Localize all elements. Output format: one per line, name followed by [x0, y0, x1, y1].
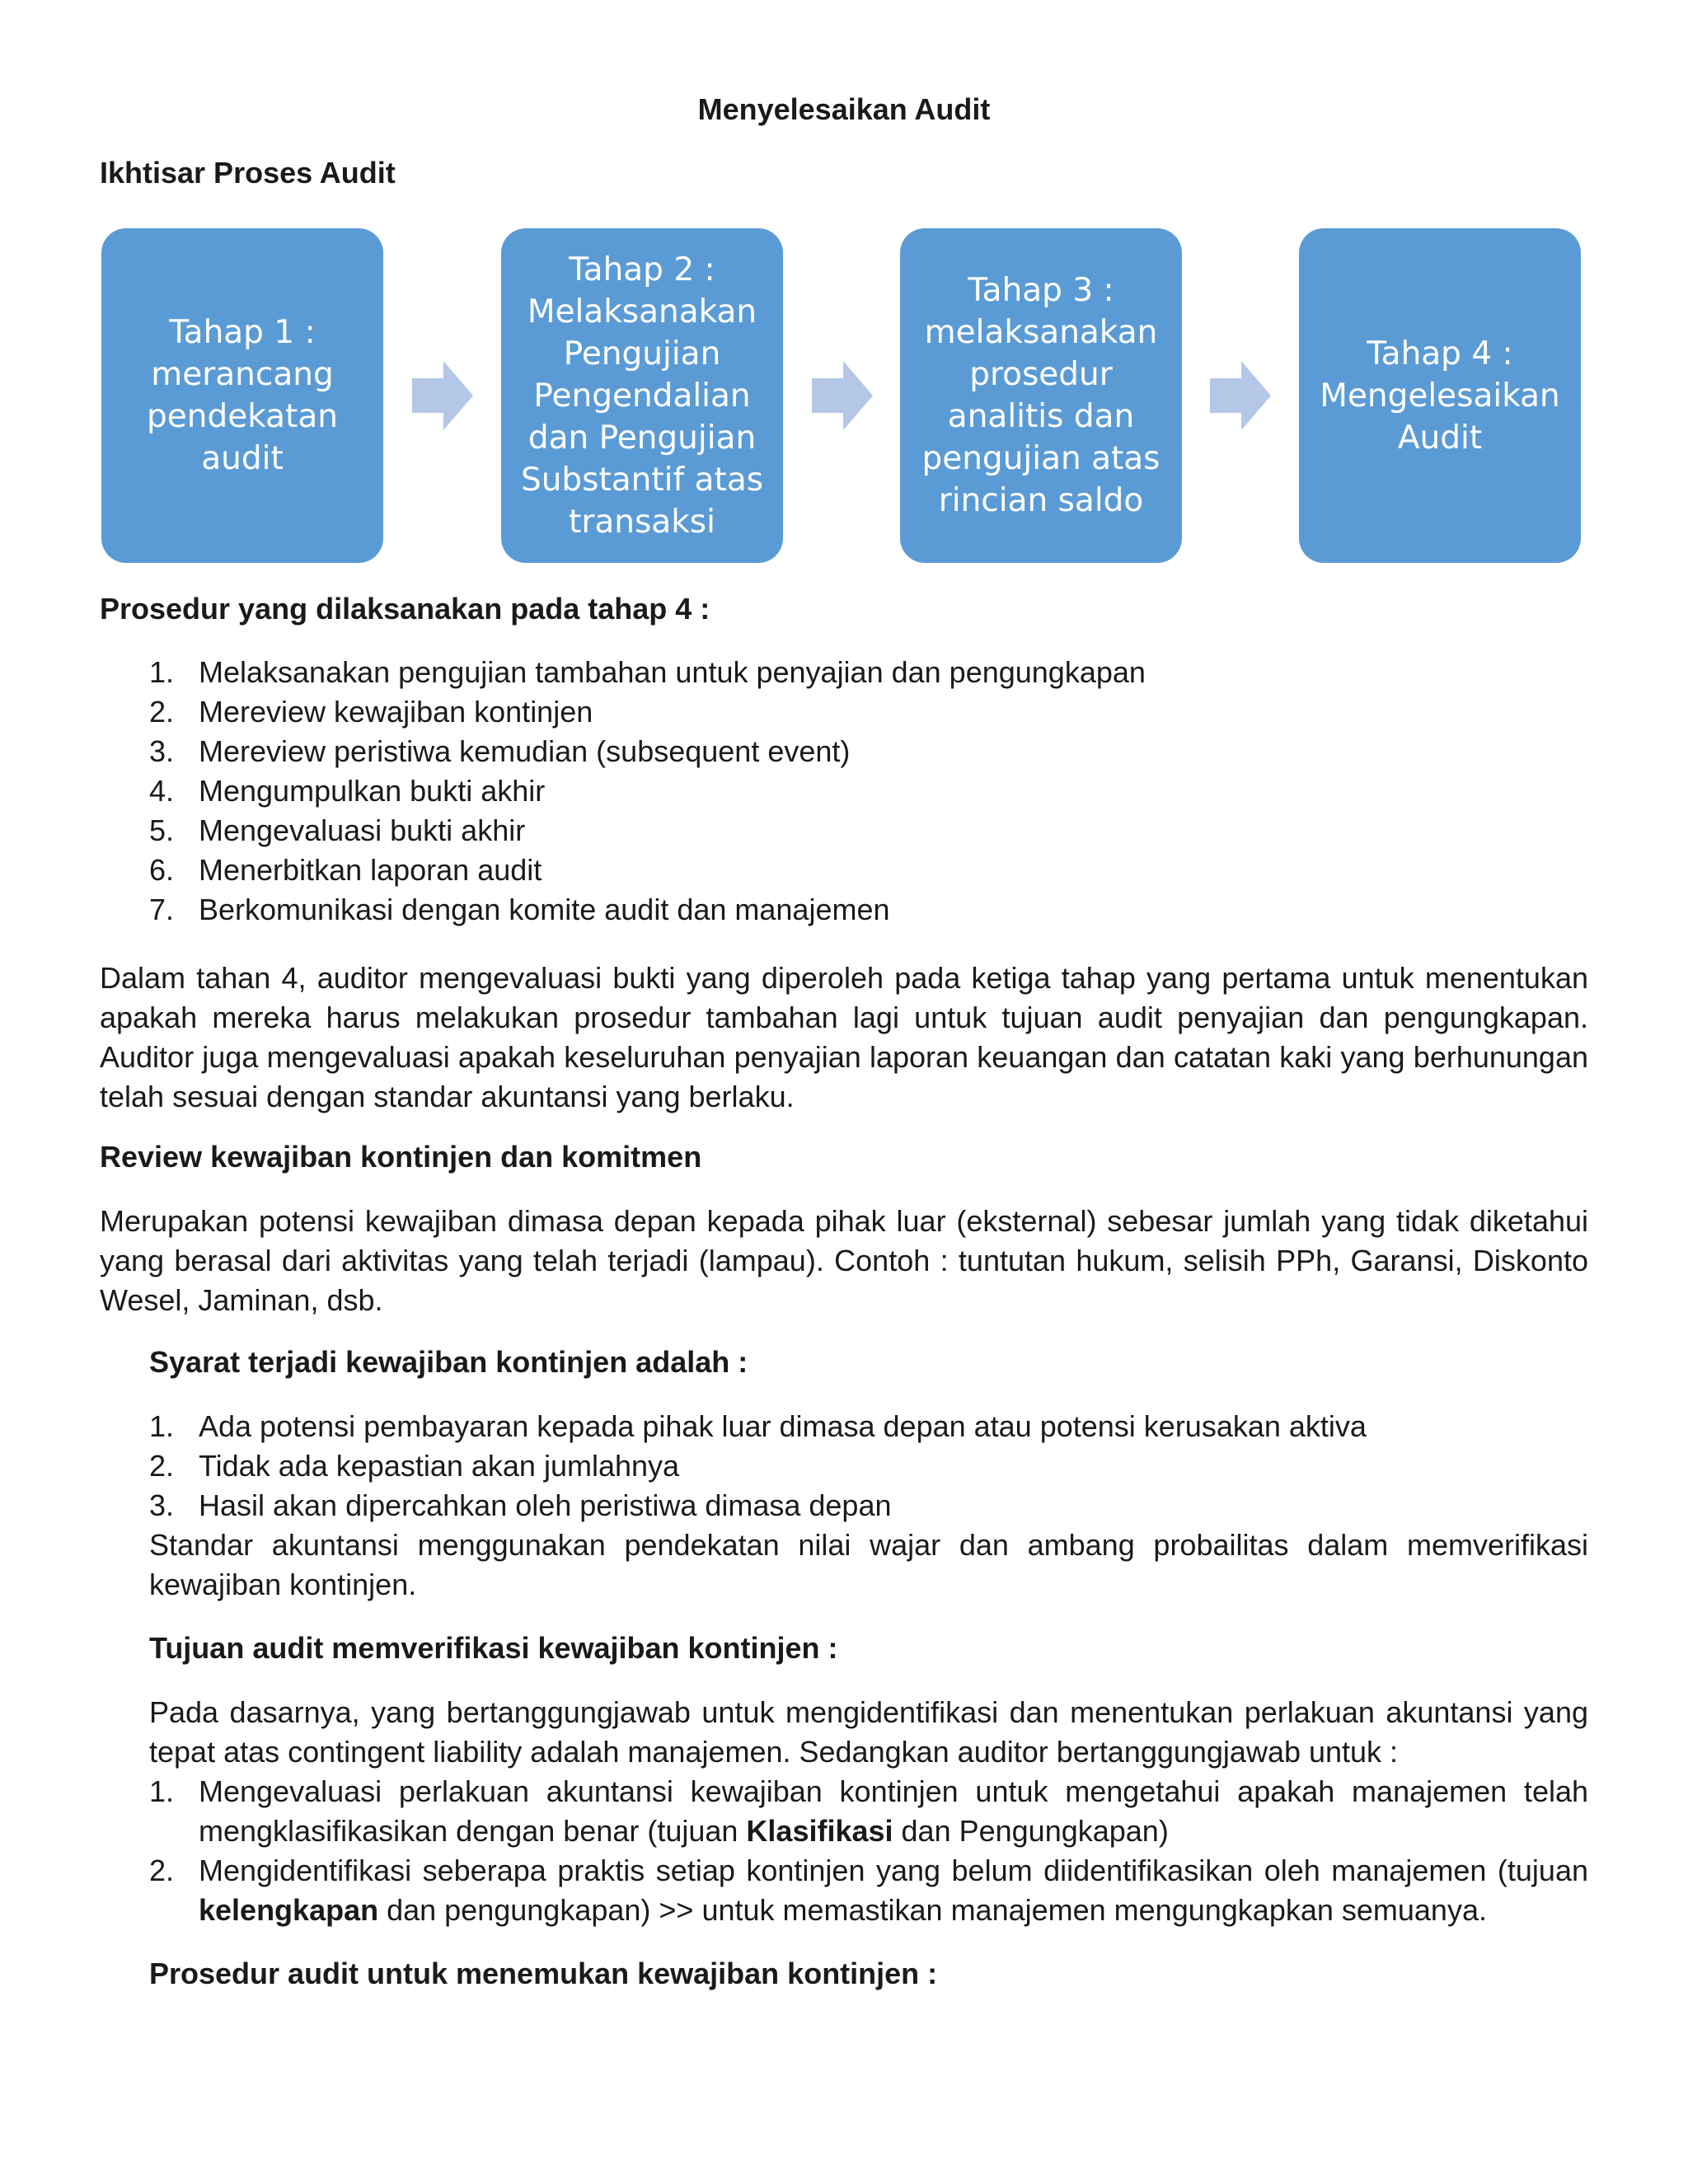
list-item: 3. Mereview peristiwa kemudian (subsequent event): [149, 734, 851, 768]
stage-1-box: [101, 228, 383, 563]
arrow-right-icon: [812, 361, 873, 430]
conditions-list: [149, 1407, 1588, 1526]
list-item: 6. Menerbitkan laporan audit: [149, 853, 542, 887]
list-item: 5. Mengevaluasi bukti akhir: [149, 813, 526, 847]
list-item: 2. Mereview kewajiban kontinjen: [149, 695, 593, 729]
procedures-heading: Prosedur yang dilaksanakan pada tahap 4 :: [100, 592, 710, 626]
stage-2-label: Tahap 2 : Melaksanakan Pengujian Pengendalian dan Pengujian Substantif atas transaksi: [520, 251, 764, 541]
list-item: 1. Mengevaluasi perlakuan akuntansi kewajiban kontinjen untuk mengetahui apakah manajemen telah mengklasifikasikan dengan benar (tujuan Klasifikasi dan Pengungkapan): [149, 1774, 1588, 1848]
stage-4-label: Tahap 4 : Mengelesaikan Audit: [1320, 335, 1560, 457]
procedures2-heading: Prosedur audit untuk menemukan kewajiban kontinjen :: [149, 1957, 938, 1990]
list-item: 4. Mengumpulkan bukti akhir: [149, 774, 546, 808]
overview-heading: Ikhtisar Proses Audit: [100, 156, 396, 190]
list-item: 1. Melaksanakan pengujian tambahan untuk penyajian dan pengungkapan: [149, 655, 1146, 689]
objectives-list: [149, 1772, 1588, 1930]
list-item: 7. Berkomunikasi dengan komite audit dan manajemen: [149, 893, 890, 926]
procedures-list: [149, 653, 1592, 930]
arrow-right-icon: [412, 361, 473, 430]
stage4-paragraph: Dalam tahan 4, auditor mengevaluasi bukti yang diperoleh pada ketiga tahap yang pertama untuk menentukan apakah mereka harus melakukan prosedur tambahan lagi untuk tujuan audit penyajian dan pengungkapan. Auditor juga mengevaluasi apakah keseluruhan penyajian laporan keuangan dan catatan kaki yang berhunungan telah sesuai dengan standar akuntansi yang berlaku.: [100, 961, 1588, 1113]
review-heading: Review kewajiban kontinjen dan komitmen: [100, 1140, 702, 1174]
list-item: 1. Ada potensi pembayaran kepada pihak luar dimasa depan atau potensi kerusakan aktiva: [149, 1409, 1367, 1443]
stage-3-label: Tahap 3 : melaksanakan prosedur analitis dan pengujian atas rincian saldo: [921, 272, 1160, 519]
objectives-heading: Tujuan audit memverifikasi kewajiban kontinjen :: [149, 1631, 838, 1665]
stage-3-box: [900, 228, 1182, 563]
conditions-heading: Syarat terjadi kewajiban kontinjen adalah :: [149, 1345, 748, 1379]
arrow-right-icon: [1210, 361, 1271, 430]
document-title: Menyelesaikan Audit: [697, 92, 991, 126]
list-item: 2. Mengidentifikasi seberapa praktis setiap kontinjen yang belum diidentifikasikan oleh manajemen (tujuan kelengkapan dan pengungkapan) >> untuk memastikan manajemen mengungkapkan semuanya.: [149, 1854, 1588, 1927]
stage-2-box: [501, 228, 783, 563]
stage-1-label: Tahap 1 : merancang pendekatan audit: [147, 314, 338, 477]
list-item: 2. Tidak ada kepastian akan jumlahnya: [149, 1449, 680, 1483]
objectives-paragraph: Pada dasarnya, yang bertanggungjawab untuk mengidentifikasi dan menentukan perlakuan akuntansi yang tepat atas contingent liability adalah manajemen. Sedangkan auditor bertanggungjawab untuk :: [149, 1695, 1588, 1769]
stage-4-box: [1299, 228, 1581, 563]
conditions-note: Standar akuntansi menggunakan pendekatan nilai wajar dan ambang probailitas dalam memverifikasi kewajiban kontinjen.: [149, 1528, 1588, 1601]
list-item: 3. Hasil akan dipercahkan oleh peristiwa dimasa depan: [149, 1488, 892, 1522]
review-paragraph: Merupakan potensi kewajiban dimasa depan kepada pihak luar (eksternal) sebesar jumlah yang tidak diketahui yang berasal dari aktivitas yang telah terjadi (lampau). Contoh : tuntutan hukum, selisih PPh, Garansi, Diskonto Wesel, Jaminan, dsb.: [100, 1204, 1588, 1317]
